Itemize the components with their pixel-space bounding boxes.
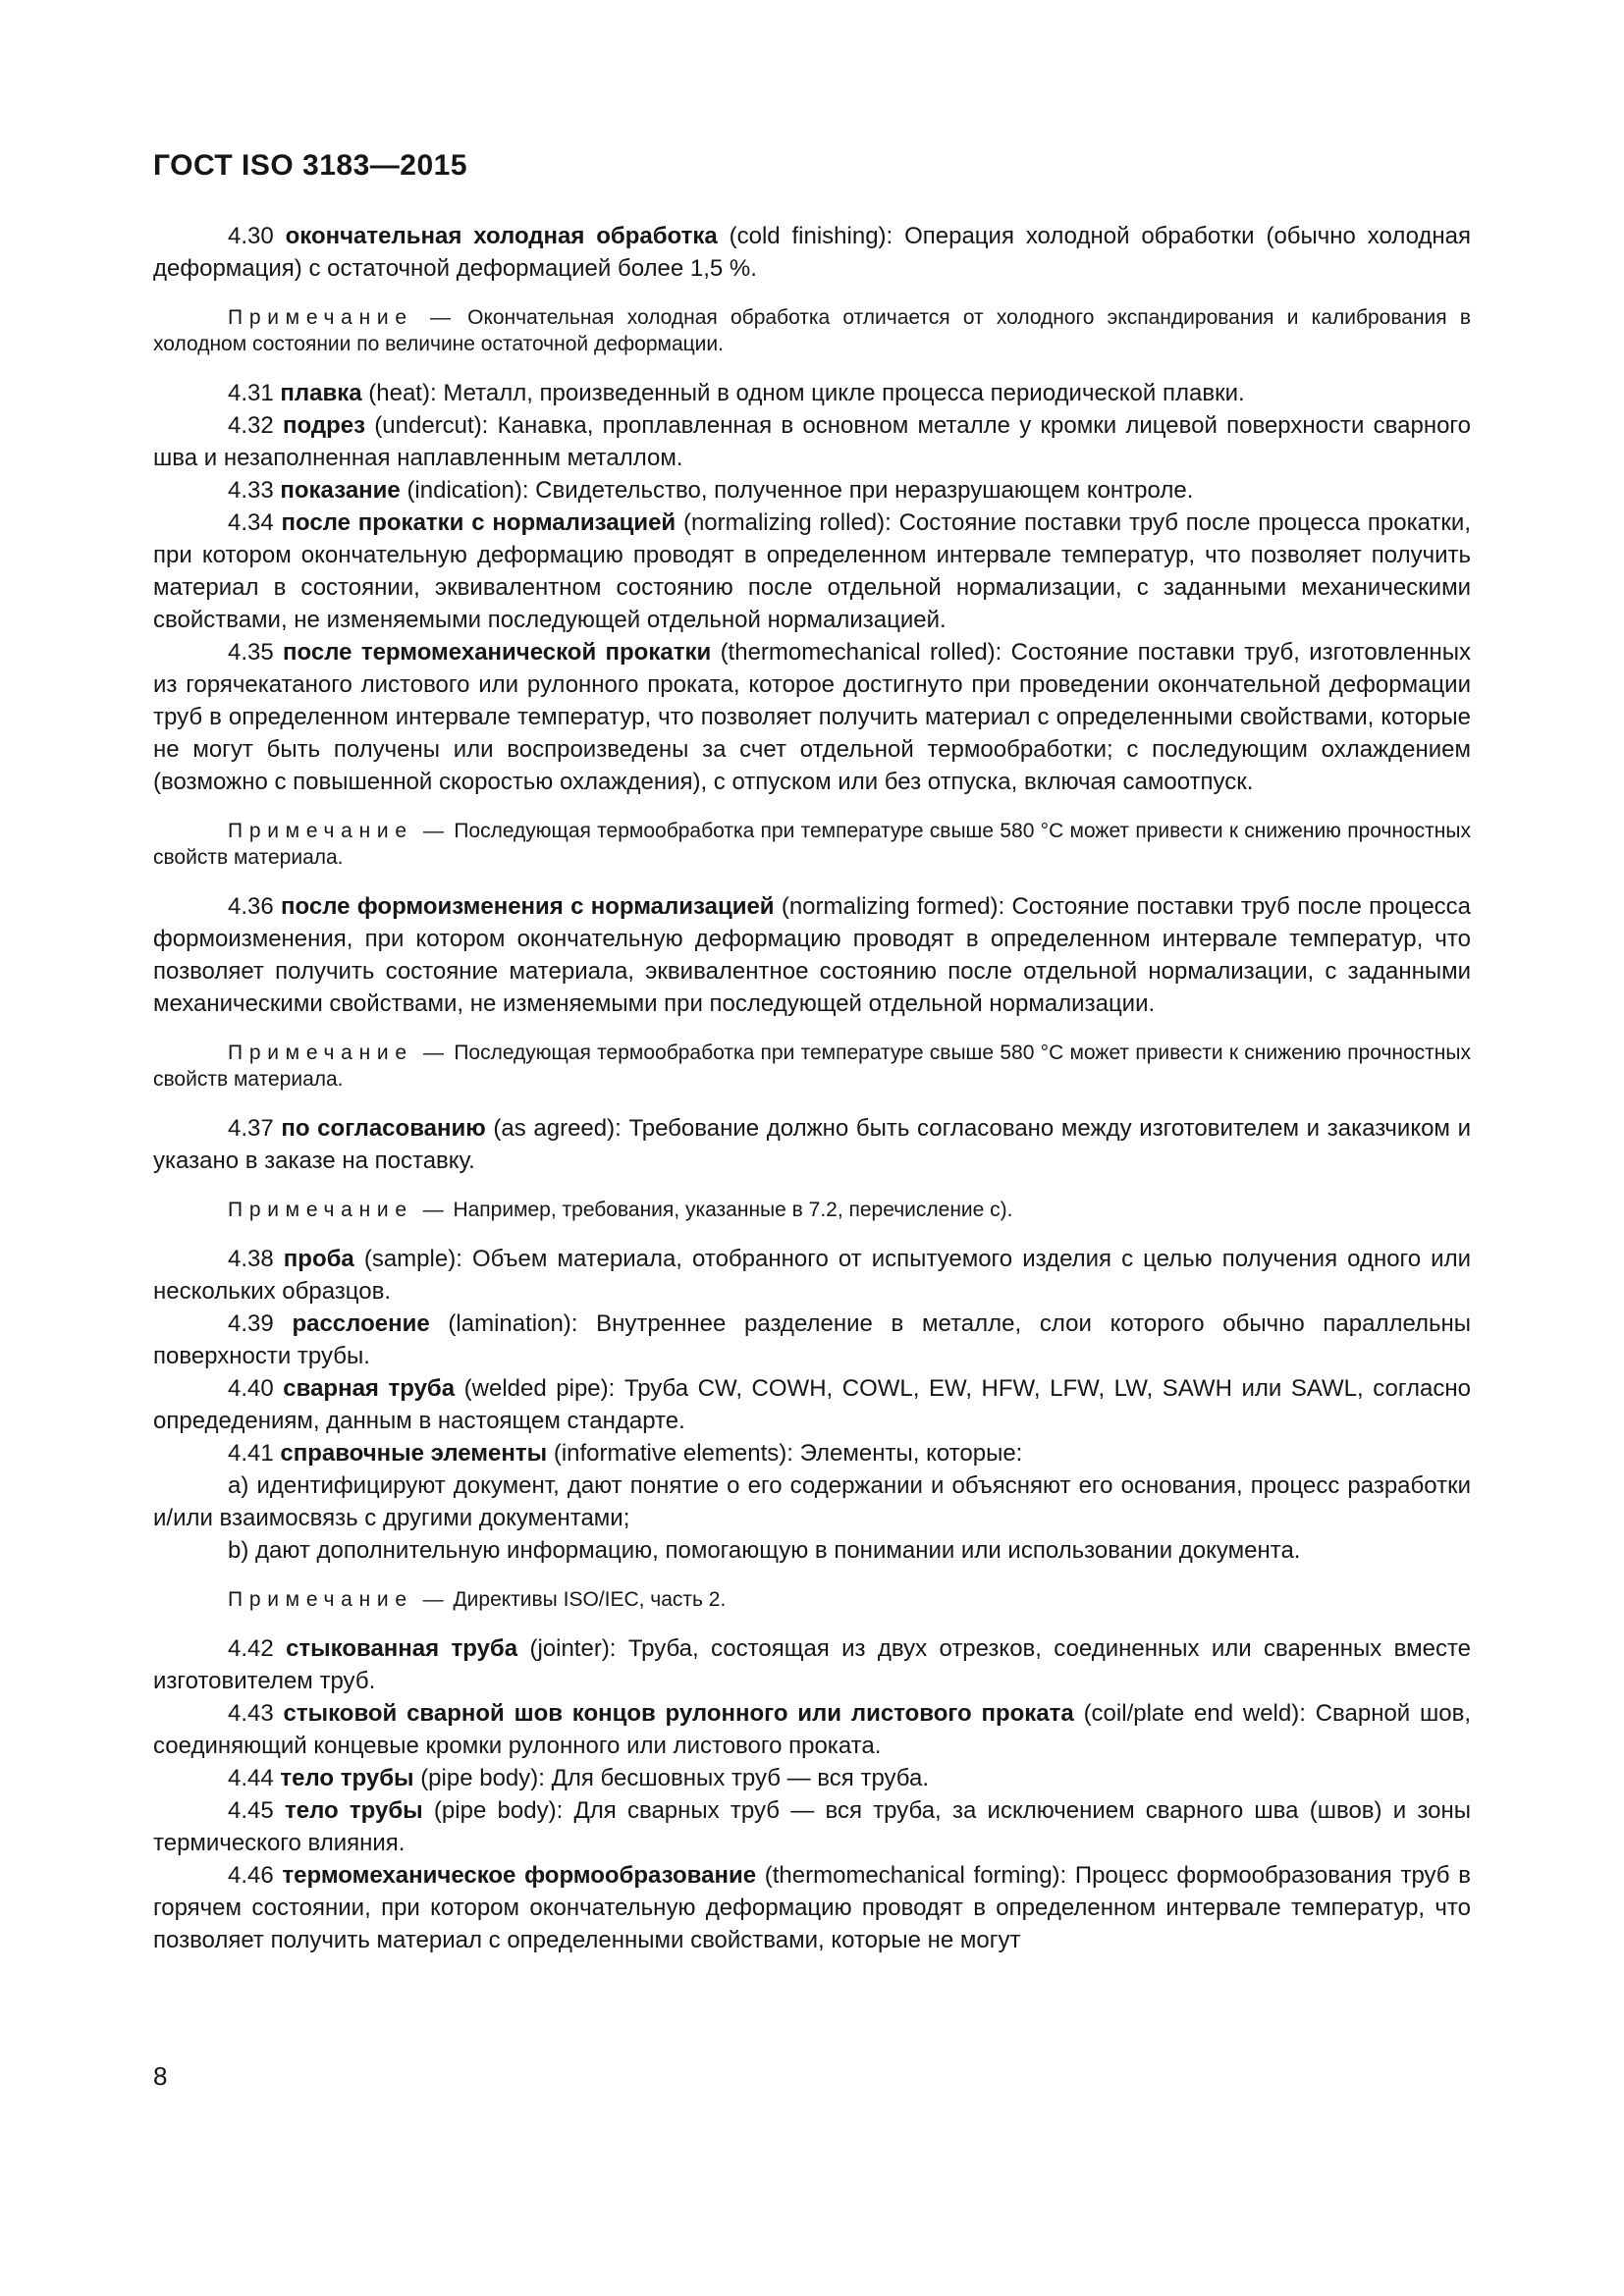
term-definition: Сварной шов, соединяющий концевые кромки рулонного или листового проката.: [153, 1700, 1472, 1759]
term-number: 4.32: [228, 412, 274, 439]
term-definition: Состояние поставки труб, изготовленных из горячекатаного листового или рулонного проката, которое достигнуто при проведении окончательной деформации труб в определенном интервале температур, что позволяет получить материал с определенными свойствами, которые не могут быть получены или воспроизведены за счет отдельной термообработки; с последующим охлаждением (возможно с повышенной скоростью охлаждения), с отпуском или без отпуска, включая самоотпуск.: [153, 639, 1472, 795]
term-name: подрез: [283, 412, 366, 439]
list-item-text: идентифицируют документ, дают понятие о его содержании и объясняют его основания, процесс разработки и/или взаимосвязь с другими документами;: [153, 1472, 1471, 1531]
term-definition: Процесс формообразования труб в горячем состоянии, при котором окончательную деформацию проводят в определенном интервале температур, что позволяет получить материал с определенными свойствами, которые не могут: [153, 1862, 1471, 1953]
term-paragraph: [153, 1243, 1471, 1308]
note-paragraph: [153, 1197, 1471, 1223]
term-english-label: (lamination):: [448, 1310, 578, 1337]
term-paragraph: [153, 1762, 1471, 1794]
term-number: 4.30: [228, 223, 274, 249]
term-name: показание: [280, 477, 401, 504]
term-english-label: (thermomechanical forming):: [764, 1862, 1067, 1889]
note-label: Примечание: [228, 820, 413, 842]
list-item-paragraph: [153, 1534, 1471, 1567]
document-title-header: ГОСТ ISO 3183—2015: [153, 149, 468, 182]
term-english-label: (sample):: [363, 1246, 462, 1272]
note-text: Последующая термообработка при температуре свыше 580 °С может привести к снижению прочностных свойств материала.: [153, 1041, 1471, 1091]
term-paragraph: [153, 409, 1471, 474]
term-definition: Состояние поставки труб после процесса прокатки, при котором окончательную деформацию проводят в определенном интервале температур, что позволяет получить материал в состоянии, эквивалентном состоянию после отдельной нормализации, с заданными механическими свойствами, не изменяемыми последующей отдельной нормализацией.: [153, 509, 1471, 633]
term-paragraph: [153, 1437, 1471, 1469]
note-label: Примечание: [228, 1199, 413, 1221]
note-label: Примечание: [228, 306, 413, 329]
term-paragraph: [153, 1372, 1471, 1437]
term-definition: Элементы, которые:: [799, 1440, 1023, 1467]
note-paragraph: [153, 304, 1471, 357]
term-english-label: (welded pipe):: [463, 1375, 616, 1402]
term-name: плавка: [280, 380, 362, 406]
term-english-label: (cold finishing):: [729, 223, 893, 249]
term-number: 4.45: [228, 1797, 274, 1824]
term-name: тело трубы: [280, 1765, 414, 1791]
term-definition: Для сварных труб — вся труба, за исключением сварного шва (швов) и зоны термического влияния.: [153, 1797, 1472, 1856]
note-text: Последующая термообработка при температуре свыше 580 °С может привести к снижению прочностных свойств материала.: [153, 820, 1471, 869]
term-english-label: (pipe body):: [420, 1765, 545, 1791]
term-definition: Труба CW, COWH, COWL, EW, HFW, LFW, LW, SAWH или SAWL, согласно опредедениям, данным в настоящем стандарте.: [153, 1375, 1471, 1434]
note-label: Примечание: [228, 1041, 413, 1064]
term-english-label: (undercut):: [374, 412, 489, 439]
term-paragraph: [153, 220, 1471, 285]
term-name: окончательная холодная обработка: [285, 223, 718, 249]
note-label: Примечание: [228, 1588, 413, 1611]
term-number: 4.39: [228, 1310, 274, 1337]
term-name: справочные элементы: [280, 1440, 548, 1467]
term-definition: Требование должно быть согласовано между изготовителем и заказчиком и указано в заказе на поставку.: [153, 1115, 1471, 1174]
term-number: 4.40: [228, 1375, 274, 1402]
term-definition: Свидетельство, полученное при неразрушающем контроле.: [535, 477, 1194, 504]
note-text: Директивы ISO/IEC, часть 2.: [453, 1588, 727, 1611]
term-name: после формоизменения с нормализацией: [281, 893, 775, 920]
term-name: тело трубы: [284, 1797, 423, 1824]
term-number: 4.44: [228, 1765, 274, 1791]
term-english-label: (as agreed):: [493, 1115, 622, 1142]
term-name: после термомеханической прокатки: [283, 639, 712, 666]
note-dash-separator: —: [422, 1199, 444, 1221]
term-english-label: (pipe body):: [433, 1797, 564, 1824]
term-paragraph: [153, 474, 1471, 507]
note-paragraph: [153, 1040, 1471, 1093]
term-paragraph: [153, 1697, 1471, 1762]
note-dash-separator: —: [423, 1041, 445, 1064]
term-name: после прокатки с нормализацией: [281, 509, 677, 536]
term-name: по согласованию: [281, 1115, 486, 1142]
term-definition: Труба, состоящая из двух отрезков, соединенных или сваренных вместе изготовителем труб.: [153, 1635, 1472, 1694]
term-definition: Для бесшовных труб — вся труба.: [551, 1765, 929, 1791]
term-number: 4.41: [228, 1440, 274, 1467]
term-english-label: (thermomechanical rolled):: [720, 639, 1002, 666]
term-name: проба: [283, 1246, 354, 1272]
term-paragraph: [153, 636, 1471, 798]
term-definition: Объем материала, отобранного от испытуемого изделия с целью получения одного или нескольких образцов.: [153, 1246, 1471, 1305]
term-definition: Внутреннее разделение в металле, слои которого обычно параллельны поверхности трубы.: [153, 1310, 1472, 1369]
term-paragraph: [153, 377, 1471, 409]
term-number: 4.35: [228, 639, 274, 666]
term-paragraph: [153, 1794, 1471, 1859]
term-number: 4.31: [228, 380, 274, 406]
list-item-marker: a): [228, 1472, 249, 1499]
term-definition: Операция холодной обработки (обычно холодная деформация) с остаточной деформацией более 1,5 %.: [153, 223, 1472, 282]
note-paragraph: [153, 1586, 1471, 1613]
note-text: Окончательная холодная обработка отличается от холодного экспандирования и калибрования в холодном состоянии по величине остаточной деформации.: [153, 306, 1471, 355]
term-paragraph: [153, 890, 1471, 1020]
term-number: 4.42: [228, 1635, 274, 1662]
term-paragraph: [153, 1112, 1471, 1177]
note-dash-separator: —: [423, 820, 445, 842]
term-paragraph: [153, 1859, 1471, 1956]
term-english-label: (informative elements):: [553, 1440, 793, 1467]
term-english-label: (normalizing formed):: [781, 893, 1005, 920]
note-dash-separator: —: [422, 1588, 444, 1611]
term-number: 4.43: [228, 1700, 274, 1727]
term-name: стыковой сварной шов концов рулонного или листового проката: [283, 1700, 1074, 1727]
term-number: 4.34: [228, 509, 274, 536]
term-number: 4.37: [228, 1115, 274, 1142]
terms-section: [153, 220, 1471, 1956]
term-paragraph: [153, 1632, 1471, 1697]
term-english-label: (normalizing rolled):: [682, 509, 892, 536]
term-name: расслоение: [292, 1310, 430, 1337]
list-item-marker: b): [228, 1537, 249, 1564]
term-english-label: (jointer):: [529, 1635, 617, 1662]
term-number: 4.38: [228, 1246, 274, 1272]
term-definition: Металл, произведенный в одном цикле процесса периодической плавки.: [443, 380, 1245, 406]
term-name: термомеханическое формообразование: [282, 1862, 757, 1889]
term-paragraph: [153, 507, 1471, 636]
term-definition: Состояние поставки труб после процесса формоизменения, при котором окончательную деформацию проводят в определенном интервале температур, что позволяет получить состояние материала, эквивалентное состоянию после отдельной нормализации, с заданными механическими свойствами, не изменяемыми при последующей отдельной нормализации.: [153, 893, 1472, 1017]
term-english-label: (heat):: [368, 380, 437, 406]
note-text: Например, требования, указанные в 7.2, перечисление c).: [453, 1199, 1013, 1221]
list-item-paragraph: [153, 1469, 1471, 1534]
term-english-label: (indication):: [406, 477, 529, 504]
term-name: стыкованная труба: [286, 1635, 518, 1662]
term-paragraph: [153, 1308, 1471, 1372]
term-number: 4.33: [228, 477, 274, 504]
term-number: 4.46: [228, 1862, 274, 1889]
term-number: 4.36: [228, 893, 274, 920]
term-definition: Канавка, проплавленная в основном металле у кромки лицевой поверхности сварного шва и незаполненная наплавленным металлом.: [153, 412, 1471, 471]
list-item-text: дают дополнительную информацию, помогающую в понимании или использовании документа.: [255, 1537, 1301, 1564]
page-number: 8: [153, 2061, 168, 2091]
term-name: сварная труба: [283, 1375, 456, 1402]
note-paragraph: [153, 818, 1471, 871]
note-dash-separator: —: [429, 306, 451, 329]
term-english-label: (coil/plate end weld):: [1083, 1700, 1306, 1727]
